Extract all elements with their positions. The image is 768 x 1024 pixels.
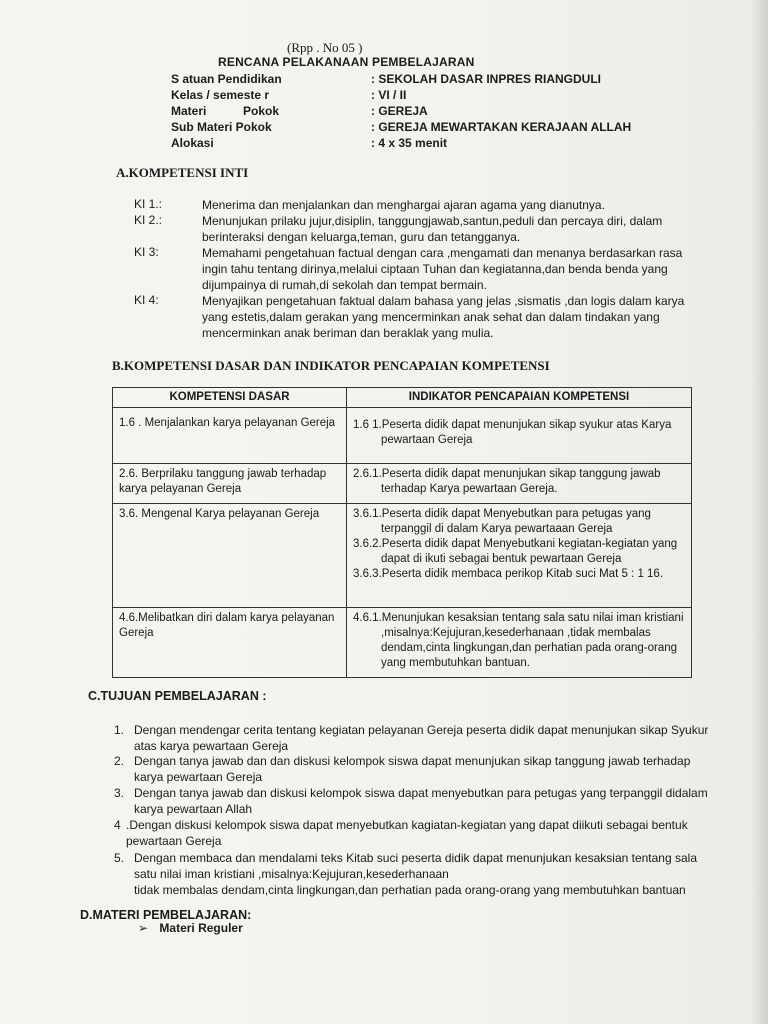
page-edge-shadow <box>750 0 768 1024</box>
kd-cell: 4.6.Melibatkan diri dalam karya pelayanan Gereja <box>113 608 347 678</box>
goal-text: .Dengan diskusi kelompok siswa dapat menyebutkan kagiatan-kegiatan yang dapat diikuti sebagai bentuk pewartaan Gereja <box>126 818 688 848</box>
section-c-heading: C.TUJUAN PEMBELAJARAN : <box>88 689 267 703</box>
ki-label: KI 4: <box>134 293 159 307</box>
kd-cell: 1.6 . Menjalankan karya pelayanan Gereja <box>113 408 347 464</box>
table-header-row <box>113 388 692 408</box>
section-d-heading: D.MATERI PEMBELAJARAN: <box>80 908 252 922</box>
indicator-cell <box>347 464 692 504</box>
indicator-text: 2.6.1.Peserta didik dapat menunjukan sikap tanggung jawab terhadap Karya pewartaan Gereja. <box>353 468 661 495</box>
arrow-bullet-icon: ➢ <box>138 921 149 935</box>
competency-table <box>112 387 692 678</box>
table-row <box>113 464 692 504</box>
column-header: INDIKATOR PENCAPAIAN KOMPETENSI <box>347 388 692 408</box>
kd-cell: 2.6. Berprilaku tanggung jawab terhadap karya pelayanan Gereja <box>113 464 347 504</box>
materi-list-item <box>138 921 243 935</box>
ki-text: Menerima dan menjalankan dan menghargai ajaran agama yang dianutnya. <box>202 198 605 212</box>
goal-text: Dengan mendengar cerita tentang kegiatan pelayanan Gereja peserta didik dapat menunjukan sikap Syukur atas karya pewartaan Gereja <box>134 723 709 753</box>
identity-row <box>171 72 602 86</box>
goal-number: 5. <box>114 851 125 865</box>
identity-value: : GEREJA MEWARTAKAN KERAJAAN ALLAH <box>371 120 632 134</box>
indicator-text: 1.6 1.Peserta didik dapat menunjukan sikap syukur atas Karya pewartaan Gereja <box>353 419 672 446</box>
goal-text: tidak membalas dendam,cinta lingkungan,dan perhatian pada orang-orang yang membutuhkan bantuan <box>134 883 686 897</box>
identity-row <box>171 136 448 150</box>
goal-number: 4 <box>114 818 121 832</box>
ki-label: KI 1.: <box>134 197 163 211</box>
identity-label: Sub Materi Pokok <box>171 120 272 134</box>
identity-row <box>171 88 407 102</box>
ki-label: KI 2.: <box>134 213 163 227</box>
identity-value: : VI / II <box>371 88 407 102</box>
indicator-text: 3.6.1.Peserta didik dapat Menyebutkan para petugas yang terpanggil di dalam Karya pewartaaan Gereja <box>353 508 651 535</box>
goal-text: Dengan tanya jawab dan dan diskusi kelompok siswa dapat menunjukan sikap tanggung jawab terhadap karya pewartaan Gereja <box>134 754 691 784</box>
goal-text: Dengan membaca dan mendalami teks Kitab suci peserta didik dapat menunjukan kesaksian tentang sala satu nilai iman kristiani ,misalnya:Kejujuran,kesederhanaan <box>134 851 698 881</box>
identity-value: : SEKOLAH DASAR INPRES RIANGDULI <box>371 72 602 86</box>
identity-label: Materi Pokok <box>171 104 280 118</box>
document-title: RENCANA PELAKANAAN PEMBELAJARAN <box>218 55 475 69</box>
indicator-text: 3.6.2.Peserta didik dapat Menyebutkani kegiatan-kegiatan yang dapat di ikuti sebagai bentuk pewartaan Gereja <box>353 538 678 565</box>
identity-row <box>171 104 428 118</box>
column-header: KOMPETENSI DASAR <box>113 388 347 408</box>
indicator-cell <box>347 408 692 464</box>
goal-text: Dengan tanya jawab dan diskusi kelompok siswa dapat menyebutkan para petugas yang terpanggil didalam karya pewartaan Allah <box>134 786 708 816</box>
goal-number: 1. <box>114 723 125 737</box>
identity-label: Kelas / semeste r <box>171 88 270 102</box>
ki-text: Memahami pengetahuan factual dengan cara ,mengamati dan menanya berdasarkan rasa ingin tahu tentang dirinya,melalui ciptaan Tuhan dan kegiatanna,dan benda benda yang dijumpainya di rumah,di sekolah dan tempat bermain. <box>202 246 683 292</box>
goal-number: 3. <box>114 786 125 800</box>
identity-value: : GEREJA <box>371 104 428 118</box>
table-row <box>113 608 692 678</box>
indicator-text: 4.6.1.Menunjukan kesaksian tentang sala satu nilai iman kristiani ,misalnya:Kejujuran,kesederhanaan ,tidak membalas dendam,cinta lingkungan,dan perhatian pada orang-orang yang membutuhkan bantuan. <box>353 612 684 669</box>
goal-number: 2. <box>114 754 125 768</box>
section-a-heading: A.KOMPETENSI INTI <box>116 165 249 180</box>
table-row <box>113 504 692 608</box>
section-b-heading: B.KOMPETENSI DASAR DAN INDIKATOR PENCAPAIAN KOMPETENSI <box>112 358 550 373</box>
rpp-number: (Rpp . No 05 ) <box>287 40 363 55</box>
materi-item-label: Materi Reguler <box>159 921 243 935</box>
ki-text: Menyajikan pengetahuan faktual dalam bahasa yang jelas ,sismatis ,dan logis dalam karya yang estetis,dalam gerakan yang mencerminkan anak sehat dan dalam tindakan yang mencerminkan anak beriman dan beraklak yang mulia. <box>202 294 685 340</box>
identity-row <box>171 120 632 134</box>
ki-label: KI 3: <box>134 245 159 259</box>
indicator-cell <box>347 504 692 608</box>
indicator-cell <box>347 608 692 678</box>
identity-label: Alokasi <box>171 136 214 150</box>
identity-label: S atuan Pendidikan <box>171 72 282 86</box>
table-row <box>113 408 692 464</box>
kd-cell: 3.6. Mengenal Karya pelayanan Gereja <box>113 504 347 608</box>
indicator-text: 3.6.3.Peserta didik membaca perikop Kitab suci Mat 5 : 1 16. <box>353 568 664 580</box>
identity-value: : 4 x 35 menit <box>371 136 448 150</box>
ki-text: Menunjukan prilaku jujur,disiplin, tanggungjawab,santun,peduli dan percaya diri, dalam berinteraksi dengan keluarga,teman, guru dan tetangganya. <box>202 214 663 244</box>
